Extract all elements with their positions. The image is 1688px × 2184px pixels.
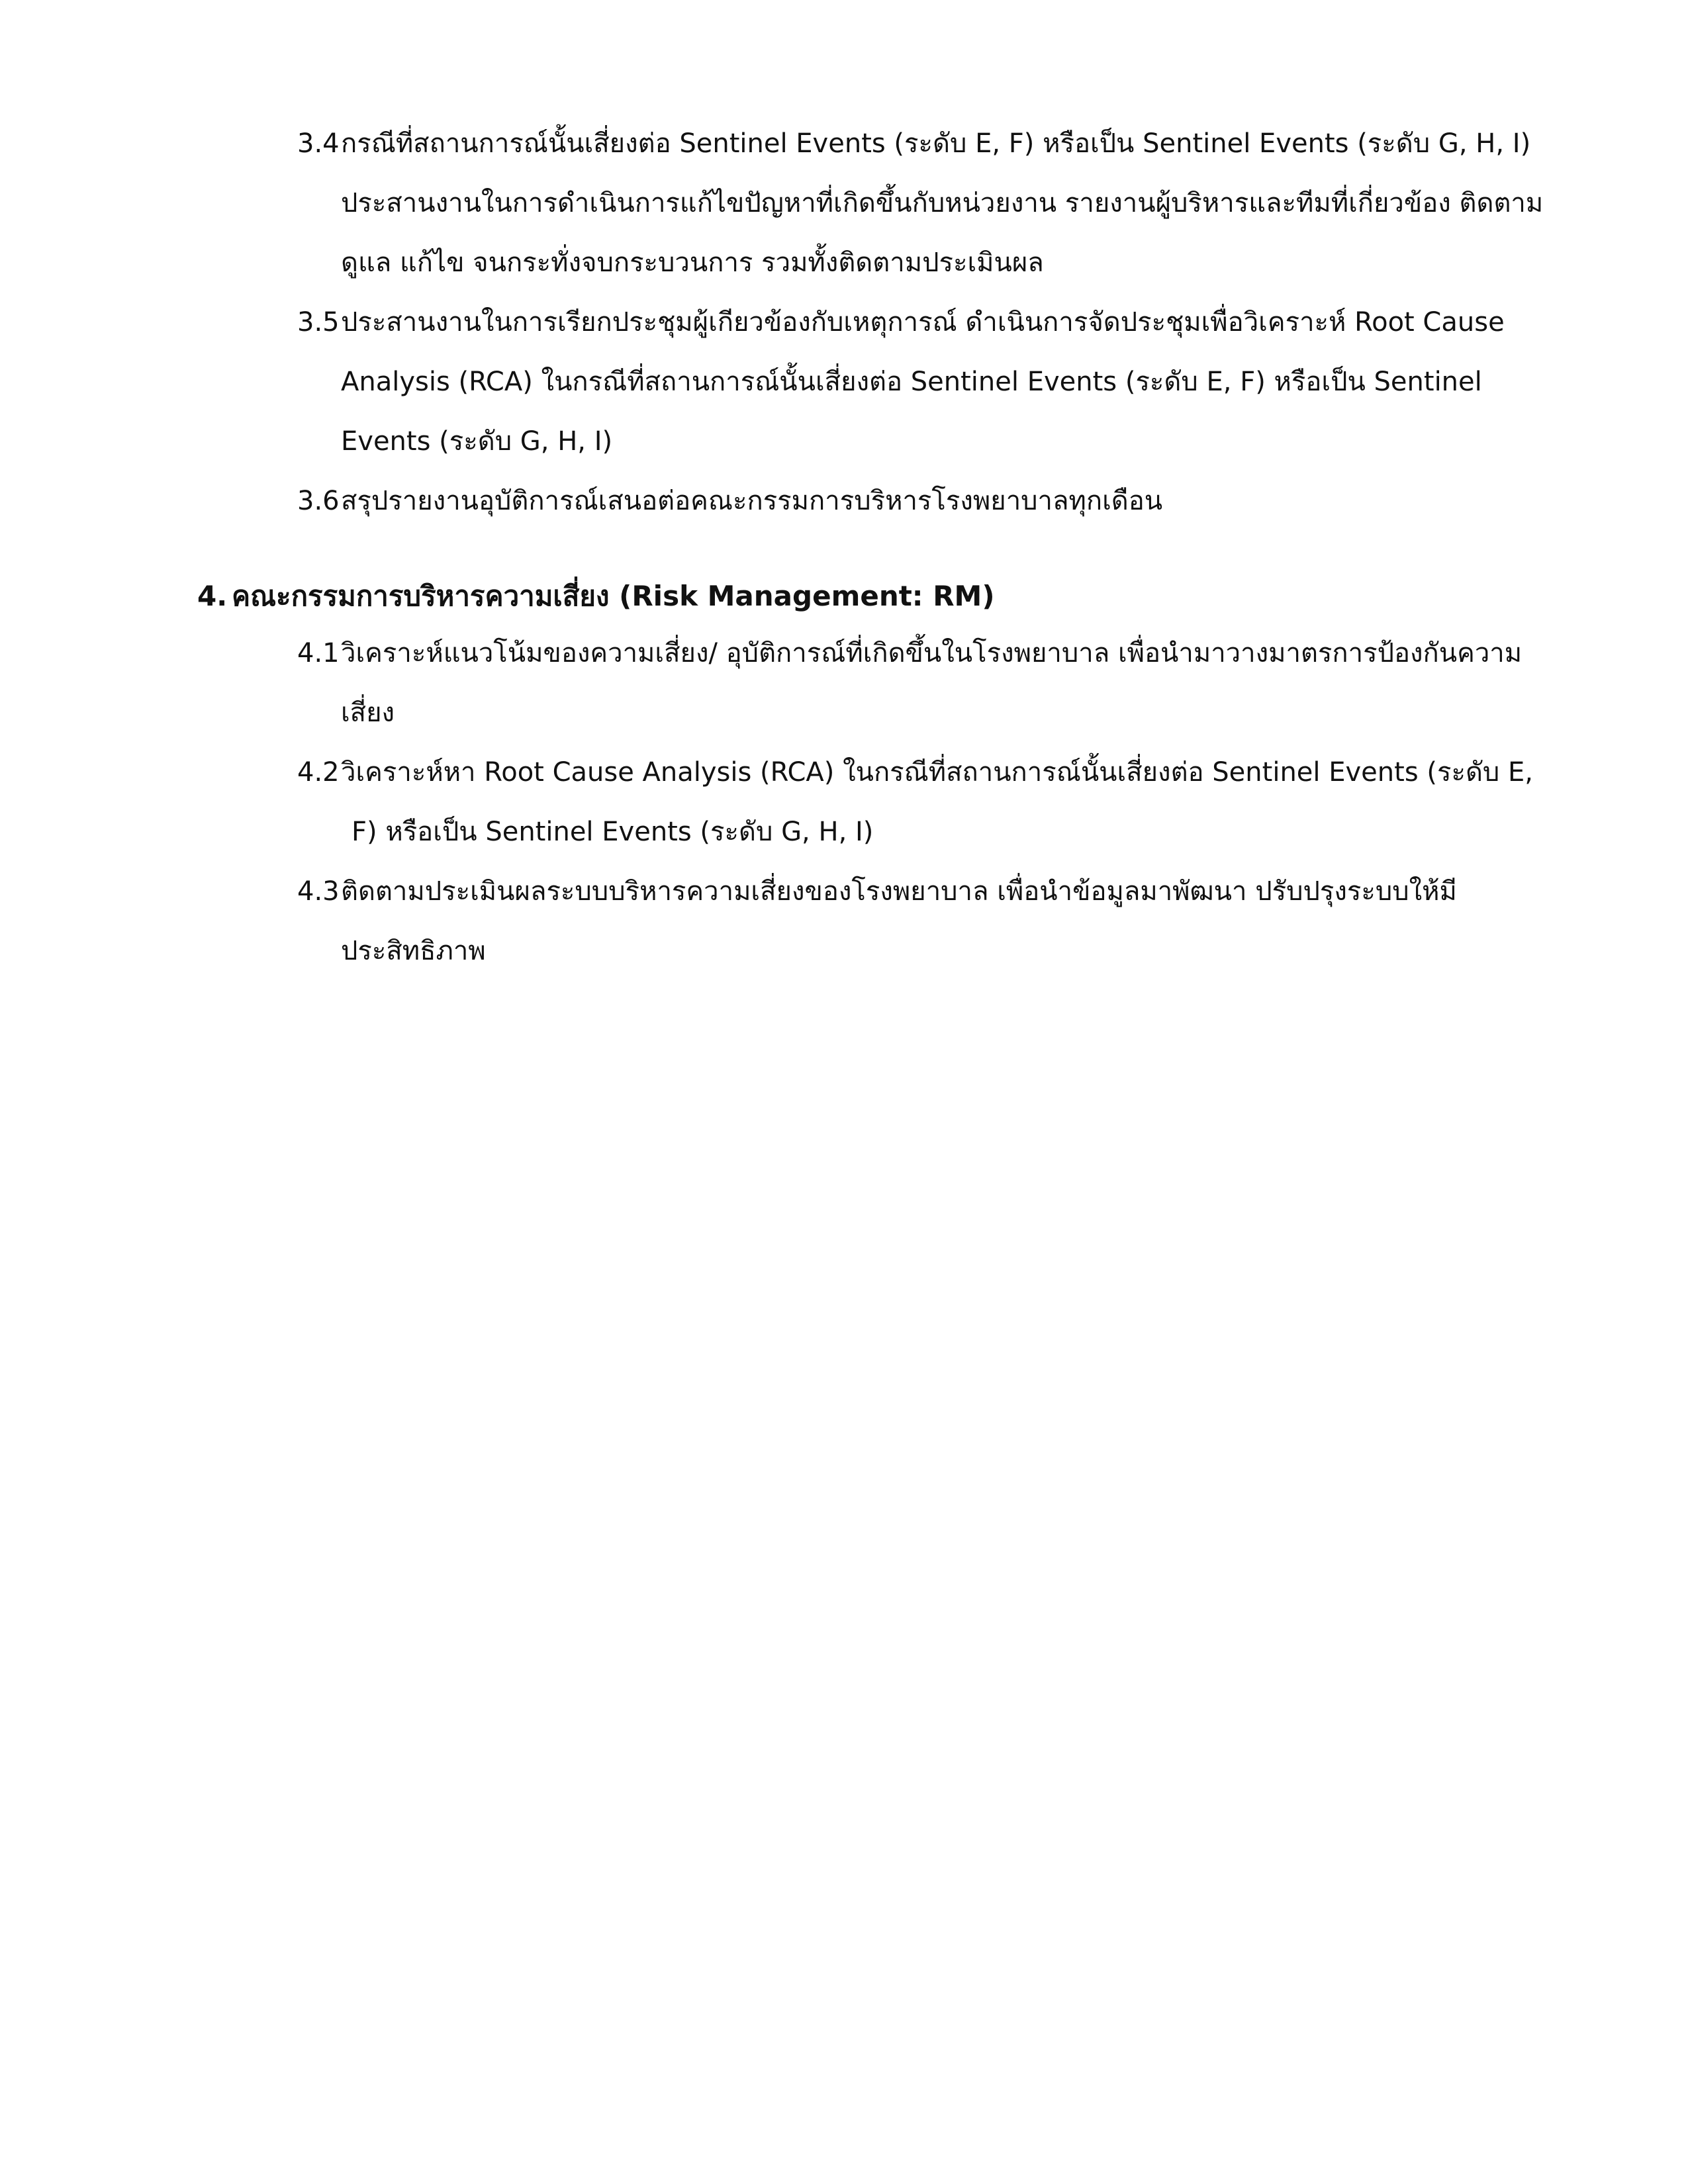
- list-item-3-5: [297, 293, 1505, 471]
- item-text: กรณีที่สถานการณ์นั้นเสี่ยงต่อ Sentinel Events (ระดับ E, F) หรือเป็น Sentinel Events (ระดับ G, H, I): [341, 128, 1531, 159]
- item-text: สรุปรายงานอุบัติการณ์เสนอต่อคณะกรรมการบริหารโรงพยาบาลทุกเดือน: [341, 486, 1163, 516]
- list-item-line: [297, 471, 1502, 531]
- list-item-3-4: [297, 114, 1544, 293]
- list-item-line: F) หรือเป็น Sentinel Events (ระดับ G, H, I): [352, 817, 874, 847]
- list-item-line: [297, 623, 1523, 683]
- item-number: 3.5: [297, 307, 340, 338]
- list-item-3-6: [297, 471, 1502, 531]
- item-text: ติดตามประเมินผลระบบบริหารความเสี่ยงของโรงพยาบาล เพื่อนำข้อมูลมาพัฒนา ปรับปรุงระบบให้มี: [341, 876, 1457, 907]
- list-item-4-1: [297, 623, 1523, 743]
- item-number: 4.2: [297, 757, 340, 788]
- section-number: 4.: [197, 580, 228, 612]
- list-item-line: ดูแล แก้ไข จนกระทั่งจบกระบวนการ รวมทั้งติดตามประเมินผล: [341, 248, 1044, 278]
- item-text: วิเคราะห์หา Root Cause Analysis (RCA) ในกรณีที่สถานการณ์นั้นเสี่ยงต่อ Sentinel Events (ระดับ E,: [341, 757, 1534, 788]
- item-text: ประสานงานในการเรียกประชุมผู้เกียวข้องกับเหตุการณ์ ดำเนินการจัดประชุมเพื่อวิเคราะห์ Root Cause: [341, 307, 1505, 338]
- item-number: 3.4: [297, 128, 340, 159]
- list-item-line: Events (ระดับ G, H, I): [341, 426, 613, 457]
- list-item-line: เสี่ยง: [341, 698, 395, 728]
- list-item-line: ประสานงานในการดำเนินการแก้ไขปัญหาที่เกิดขึ้นกับหน่วยงาน รายงานผู้บริหารและทีมที่เกี่ยวข้อง ติดตาม: [341, 188, 1544, 218]
- item-text: วิเคราะห์แนวโน้มของความเสี่ยง/ อุบัติการณ์ที่เกิดขึ้นในโรงพยาบาล เพื่อนำมาวางมาตรการป้องกันความ: [341, 638, 1523, 668]
- list-item-line: [297, 293, 1505, 352]
- list-item-line: ประสิทธิภาพ: [341, 936, 486, 966]
- item-number: 4.3: [297, 876, 340, 907]
- list-item-4-3: [297, 862, 1502, 981]
- item-number: 3.6: [297, 486, 340, 516]
- list-item-line: Analysis (RCA) ในกรณีที่สถานการณ์นั้นเสี่ยงต่อ Sentinel Events (ระดับ E, F) หรือเป็น Sentinel: [341, 367, 1482, 397]
- list-item-4-2: [297, 743, 1534, 862]
- item-number: 4.1: [297, 638, 340, 668]
- section-title: คณะกรรมการบริหารความเสี่ยง (Risk Management: RM): [232, 580, 995, 612]
- list-item-line: [297, 114, 1531, 173]
- list-item-line: [297, 862, 1502, 921]
- section-heading: [197, 567, 995, 626]
- list-item-line: [297, 743, 1534, 802]
